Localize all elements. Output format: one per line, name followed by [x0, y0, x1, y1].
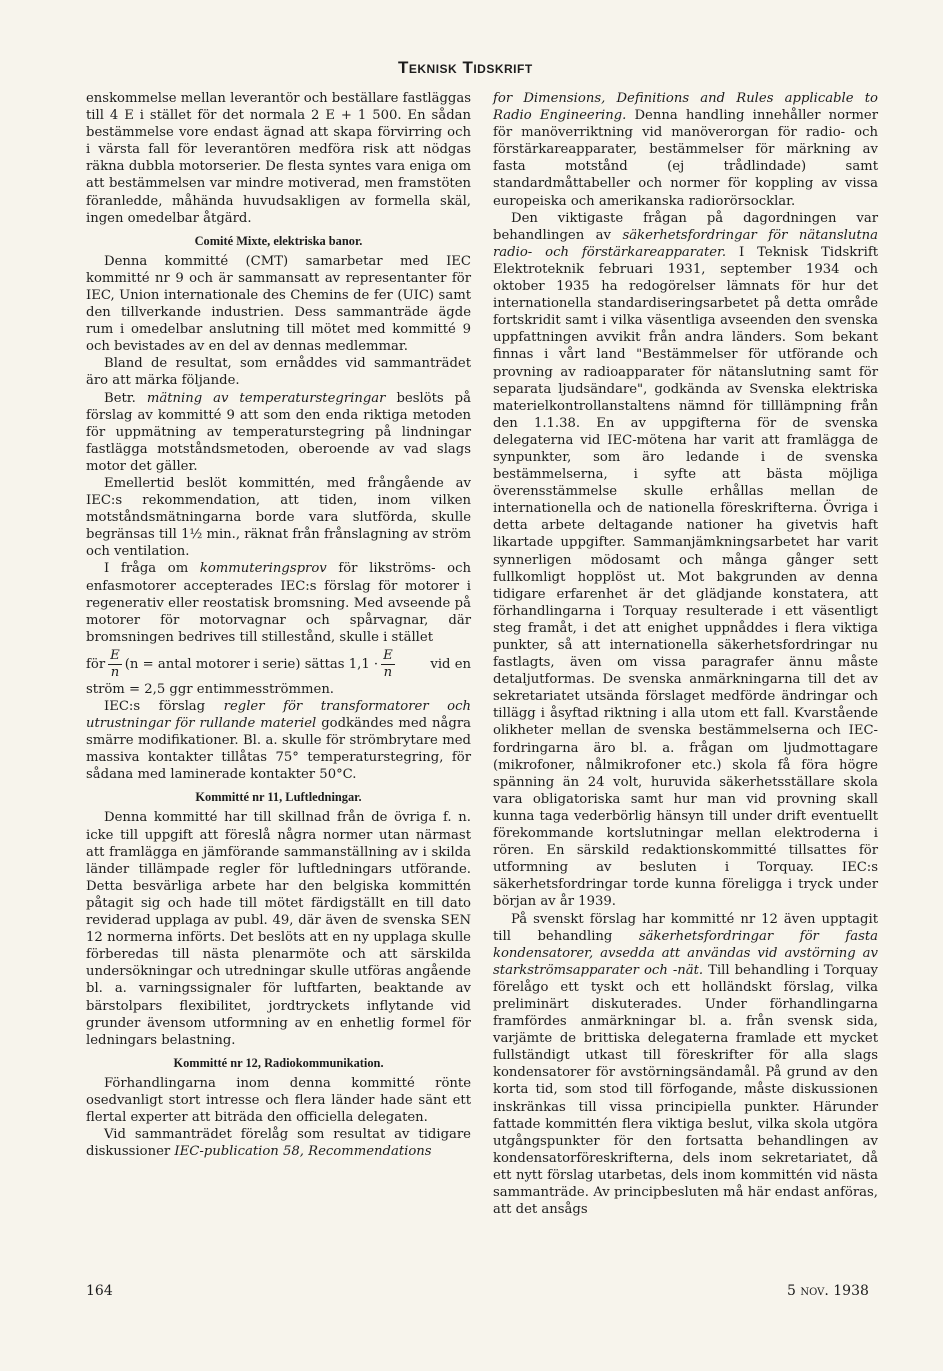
paragraph: [493, 911, 878, 1219]
paragraph: ström = 2,5 ggr entimmesströmmen.: [86, 681, 334, 697]
text-run: Denna handling innehåller normer för manöverriktning vid manöverorgan för radio- och förstärkareapparater, bestämmelser för märkning av fasta motstånd (ej trådlindade) samt standardmåttabeller och normer för koppling av vissa europeiska och amerikanska radiorörsocklar.: [493, 108, 878, 209]
formula-text: för: [86, 656, 106, 672]
text-run: Till behandling i Torquay förelågo ett tyskt och ett holländskt förslag, vilka preliminärt diskuterades. Under förhandlingarna framfördes anmärkningar bl. a. från svensk sida, varjämte de brittiska delegaterna framlade ett mycket fullständigt utkast till föreskrifter för alla slags kondensatorer för avstörningsändamål. På grund av den korta tid, som stod till förfogande, måste diskussionen inskränkas till vissa principiella punkter. Härunder fattade kommittén flera viktiga beslut, vilka skola utgöra utgångspunkter för den fortsatta behandlingen av kondensatorföreskrifterna, dels inom sekretariatet, då ett nytt förslag utarbetas, dels inom kommittén vid nästa sammanträde. Av principbesluten må här endast anföras, att det ansågs: [493, 962, 879, 1218]
text-run: I Teknisk Tidskrift Elektroteknik februari 1931, september 1934 och oktober 1935 ha redogörelser lämnats för hur det internationella standardiseringsarbetet på detta område fortskridit samt i vilka väsentliga avseenden den svenska uppfattningen avvikit från andra länders. Som bekant finnas i vårt land "Bestämmelser för utförande och provning av radioapparater för nätanslutning samt för separata ljudsändare", godkända av Svenska elektriska materielkontrollanstaltens nämnd för tilllämpning från den 1.1.38. En av uppgifterna för de svenska delegaterna vid IEC-mötena har varit att framlägga de synpunkter, som äro ledande i de svenska bestämmelserna, i syfte att bästa möjliga överensstämmelse skulle erhållas mellan de internationella och de nationella föreskrifterna. Övriga i detta arbete deltagande nationer ha givetvis haft likartade uppgifter. Sammanjämkningsarbetet har varit synnerligen mödosamt och många gånger sett fullkomligt hopplöst ut. Mot bakgrunden av denna tidigare erfarenhet är det glädjande konstatera, att förhandlingarna i Torquay resulterade i ett väsentligt steg framåt, i det att enighet uppnåddes i flera viktiga punkter, så att internationella säkerhetsfordringar nu fastlagts, även om vissa paragrafer ännu måste detaljutformas. De svenska anmärkningarna till det av sekretariatet utsända förslaget medförde ändringar och tillägg i åsyftad riktning i alla utom ett fall. Kvarstående olikheter mellan de svenska bestämmelserna och IEC-fordringarna äro bl. a. frågan om ljudmottagare (mikrofoner, nålmikrofoner etc.) skola få föra högre spänning än 24 volt, huruvida säkerhetsställare skola vara obligatoriska samt hur man vid provning skall kunna taga vederbörlig hänsyn till under drift eventuellt förekommande kortslutningar mellan elektroderna i rören. En särskild redaktionskommitté tillsattes för utformning av besluten i Torquay. IEC:s säkerhetsfordringar torde kunna föreligga i tryck under början av år 1939.: [493, 244, 878, 910]
fraction-numerator: E: [383, 647, 393, 663]
italic-term: for Dimensions, Definitions and Rules applicable to Radio Engineering.: [493, 91, 878, 124]
text-run: godkändes med några smärre modifikationer. Bl. a. skulle för strömbrytare med massiva kontakter tillåtas 75° temperaturstegring, för sådana med laminerade kontakter 50°C.: [86, 716, 471, 783]
section-heading: Comité Mixte, elektriska banor.: [194, 233, 363, 248]
paragraph: Bland de resultat, som ernåddes vid sammanträdet äro att märka följande.: [86, 356, 471, 389]
formula-text: vid en: [430, 656, 471, 672]
formula: [86, 648, 471, 681]
paragraph: [493, 210, 878, 911]
text-run: Vid sammanträdet förelåg som resultat av tidigare diskussioner: [86, 1127, 471, 1160]
text-run: för likströms- och enfasmotorer accepterades IEC:s förslag för motorer i regenerativ eller reostatisk bromsning. Med avseende på motorer för motorvagnar och spårvagnar, där bromsningen bedrives till stillestånd, skulle i stället: [86, 561, 471, 645]
text-run: beslöts på förslag av kommitté 9 att som den enda riktiga metoden för uppmätning av temperaturstegring på lindningar fastlägga motståndsmetoden, oberoende av vad slags motor det gäller.: [86, 390, 471, 474]
paragraph: [86, 1126, 471, 1160]
issue-date: 5 nov. 1938: [787, 1283, 869, 1299]
italic-term: kommuteringsprov: [199, 561, 327, 577]
fraction-denominator: n: [383, 664, 393, 680]
text-run: IEC:s förslag: [104, 699, 224, 714]
text-run: I fråga om: [104, 561, 200, 577]
italic-term: säkerhetsfordringar för nätanslutna radio- och förstärkareapparater.: [493, 227, 878, 260]
paragraph: Denna kommitté har till skillnad från de övriga f. n. icke till uppgift att föreslå några normer utan närmast att framlägga en jämförande sammanställning av i skilda länder tillämpade regler för luftledningars utförande. Detta besvärliga arbete har den belgiska kommittén påtagit sig och hade till mötet färdigställt en till dato reviderad upplaga av publ. 49, där även de svenska SEN 12 normerna införts. Det beslöts att en ny upplaga skulle förberedas till nästa plenarmöte och att särskilda undersökningar och utredningar skulle utföras angående bl. a. varningssignaler för luftfarten, beaktande av bärstolpars flexibilitet, jordtryckets inflytande vid grunder ävensom utformning av en enhetlig formel för ledningars belastning.: [86, 810, 471, 1048]
formula-text: (n = antal motorer i serie) sättas 1,1 ·: [124, 656, 379, 672]
italic-term: regler för transformatorer och utrustningar för rullande materiel: [86, 699, 471, 732]
fraction: [381, 648, 395, 681]
section-heading: Kommitté nr 12, Radiokommunikation.: [173, 1055, 384, 1070]
paragraph: Förhandlingarna inom denna kommitté rönte osedvanligt stort intresse och flera länder hade sänt ett flertal experter att biträda den officiella delegaten.: [86, 1075, 471, 1125]
italic-term: IEC-publication 58, Recommendations: [174, 1144, 432, 1160]
text-run: På svenskt förslag har kommitté nr 12 även upptagit till behandling: [493, 911, 878, 944]
fraction: [108, 648, 122, 681]
paragraph: [86, 390, 471, 475]
journal-title: Teknisk Tidskrift: [398, 58, 533, 77]
left-column: [86, 90, 471, 1160]
fraction-denominator: n: [110, 664, 120, 680]
fraction-numerator: E: [110, 647, 120, 663]
italic-term: säkerhetsfordringar för fasta kondensatorer, avsedda att användas vid avstörning av starkströmsapparater och -nät.: [493, 928, 878, 978]
italic-term: mätning av temperaturstegringar: [146, 390, 386, 406]
paragraph: [86, 698, 471, 783]
paragraph: Emellertid beslöt kommittén, med frångående av IEC:s rekommendation, att tiden, inom vilken motståndsmätningarna borde vara slutförda, skulle begränsas till 1½ min., räknat från frånslagning av ström och ventilation.: [86, 475, 471, 560]
section-heading: Kommitté nr 11, Luftledningar.: [195, 790, 362, 805]
right-column: [493, 90, 878, 1218]
paragraph: [86, 560, 471, 645]
text-run: Den viktigaste frågan på dagordningen var behandlingen av: [493, 210, 878, 243]
page-number: 164: [86, 1283, 113, 1299]
paragraph: [493, 90, 878, 210]
text-run: Betr.: [104, 390, 147, 406]
paragraph: Denna kommitté (CMT) samarbetar med IEC kommitté nr 9 och är sammansatt av representanter för IEC, Union internationale des Chemins de fer (UIC) samt den tillverkande industrien. Dess sammanträde ägde rum i omedelbar anslutning till mötet med kommitté 9 och bevistades av en del av dennas medlemmar.: [86, 253, 471, 355]
paragraph: enskommelse mellan leverantör och beställare fastläggas till 4 E i stället för det normala 2 E + 1 500. En sådan bestämmelse vore endast ägnad att skapa förvirring och i värsta fall för leverantören medföra risk att nödgas räkna dubbla motorserier. De flesta syntes vara eniga om att bestämmelsen var mindre motiverad, men framstöten föranledde, måhända huvudsakligen av formella skäl, ingen omedelbar åtgärd.: [86, 91, 471, 226]
